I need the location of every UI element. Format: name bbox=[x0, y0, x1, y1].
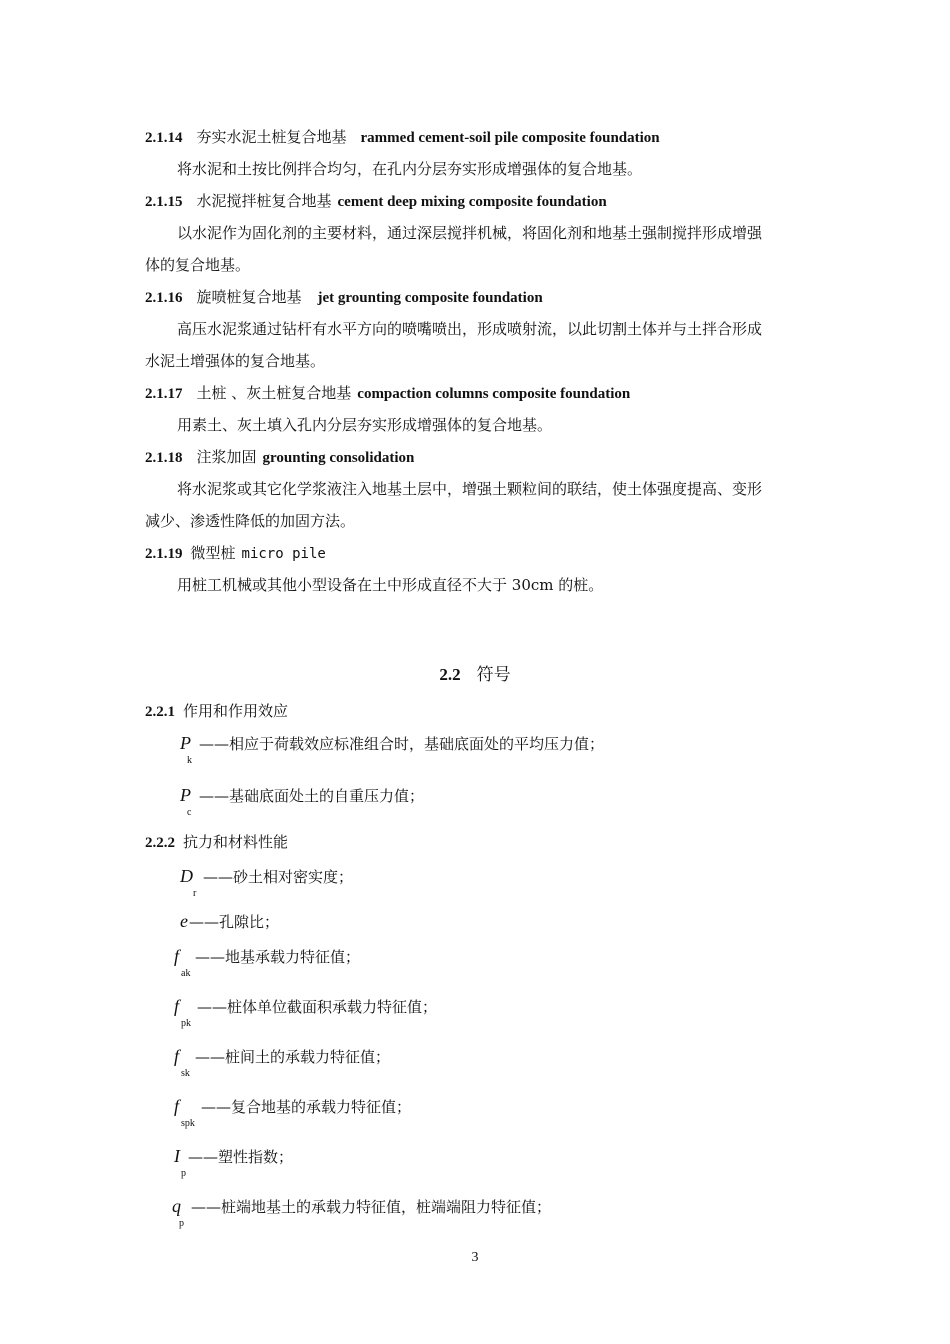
symbol-subscript: r bbox=[193, 888, 197, 899]
symbol-definition: ——复合地基的承载力特征值； bbox=[201, 1098, 412, 1116]
term-description-cont: 减少、渗透性降低的加固方法。 bbox=[145, 512, 356, 530]
term-heading-2-1-17 bbox=[145, 383, 630, 404]
symbol-definition: ——桩端地基土的承载力特征值，桩端端阻力特征值； bbox=[191, 1198, 552, 1216]
symbol-definition: ——地基承载力特征值； bbox=[195, 948, 361, 966]
symbol-definition: ——桩体单位截面积承载力特征值； bbox=[197, 998, 438, 1016]
symbol-variable: f bbox=[174, 996, 180, 1016]
term-description: 用素土、灰土填入孔内分层夯实形成增强体的复合地基。 bbox=[177, 416, 553, 434]
group-title: 抗力和材料性能 bbox=[183, 833, 289, 851]
term-english: micro pile bbox=[241, 546, 326, 562]
symbol-definition: ——桩间土的承载力特征值； bbox=[195, 1048, 391, 1066]
term-description: 高压水泥浆通过钻杆有水平方向的喷嘴喷出，形成喷射流，以此切割土体并与土拌合形成 bbox=[177, 320, 763, 338]
term-english: compaction columns composite foundation bbox=[357, 386, 631, 402]
term-heading-2-1-16 bbox=[145, 287, 543, 308]
symbol-entry bbox=[180, 785, 425, 818]
term-chinese: 微型桩 bbox=[190, 544, 236, 562]
term-chinese: 旋喷桩复合地基 bbox=[196, 288, 302, 306]
symbol-subscript: k bbox=[187, 755, 192, 766]
symbol-variable: P bbox=[180, 785, 191, 805]
symbol-entry bbox=[174, 1096, 412, 1129]
term-heading-2-1-19 bbox=[145, 543, 326, 564]
term-heading-2-1-18 bbox=[145, 447, 414, 468]
term-chinese: 土桩 、灰土桩复合地基 bbox=[196, 384, 352, 402]
symbol-entry bbox=[174, 1046, 391, 1079]
symbol-variable: e bbox=[180, 911, 188, 931]
symbol-subscript: spk bbox=[181, 1118, 195, 1129]
group-number: 2.2.1 bbox=[145, 704, 175, 720]
symbol-group-heading bbox=[145, 832, 288, 853]
symbol-entry bbox=[180, 733, 605, 766]
term-english: cement deep mixing composite foundation bbox=[337, 194, 607, 210]
term-description: 将水泥和土按比例拌合均匀，在孔内分层夯实形成增强体的复合地基。 bbox=[177, 160, 643, 178]
symbol-subscript: p bbox=[181, 1168, 186, 1179]
term-number: 2.1.16 bbox=[145, 290, 183, 306]
term-number: 2.1.14 bbox=[145, 130, 183, 146]
term-heading-2-1-15 bbox=[145, 191, 607, 212]
symbol-entry bbox=[174, 946, 361, 979]
symbol-entry bbox=[174, 1146, 294, 1179]
symbol-entry bbox=[180, 911, 279, 932]
term-number: 2.1.17 bbox=[145, 386, 183, 402]
symbol-definition: ——基础底面处土的自重压力值； bbox=[199, 787, 425, 805]
symbol-variable: I bbox=[174, 1146, 180, 1166]
section-title: 符号 bbox=[476, 665, 511, 685]
term-chinese: 注浆加固 bbox=[196, 448, 257, 466]
term-description: 以水泥作为固化剂的主要材料，通过深层搅拌机械，将固化剂和地基土强制搅拌形成增强 bbox=[177, 224, 763, 242]
symbol-variable: P bbox=[180, 733, 191, 753]
symbol-variable: D bbox=[180, 866, 193, 886]
symbol-entry bbox=[172, 1196, 552, 1229]
term-number: 2.1.19 bbox=[145, 546, 183, 562]
term-description: 用桩工机械或其他小型设备在土中形成直径不大于 30cm 的桩。 bbox=[177, 576, 604, 594]
symbol-subscript: ak bbox=[181, 968, 191, 979]
symbol-definition: ——砂土相对密实度； bbox=[203, 868, 354, 886]
symbol-variable: q bbox=[172, 1196, 181, 1216]
symbol-variable: f bbox=[174, 1046, 180, 1066]
symbol-variable: f bbox=[174, 1096, 180, 1116]
page-number: 3 bbox=[471, 1250, 479, 1265]
section-heading bbox=[0, 665, 950, 685]
group-number: 2.2.2 bbox=[145, 835, 175, 851]
term-english: grounting consolidation bbox=[262, 450, 415, 466]
term-chinese: 夯实水泥土桩复合地基 bbox=[196, 128, 347, 146]
section-number: 2.2 bbox=[439, 665, 461, 684]
term-chinese: 水泥搅拌桩复合地基 bbox=[196, 192, 332, 210]
symbol-subscript: c bbox=[187, 807, 192, 818]
symbol-entry bbox=[180, 866, 354, 899]
term-description-cont: 体的复合地基。 bbox=[145, 256, 251, 274]
term-english: jet grounting composite foundation bbox=[317, 290, 543, 306]
symbol-definition: ——相应于荷载效应标准组合时，基础底面处的平均压力值； bbox=[199, 735, 605, 753]
term-english: rammed cement-soil pile composite foundation bbox=[360, 130, 660, 146]
symbol-group-heading bbox=[145, 701, 288, 722]
symbol-definition: ——塑性指数； bbox=[188, 1148, 294, 1166]
term-description: 将水泥浆或其它化学浆液注入地基土层中，增强土颗粒间的联结，使土体强度提高、变形 bbox=[177, 480, 763, 498]
term-number: 2.1.18 bbox=[145, 450, 183, 466]
term-number: 2.1.15 bbox=[145, 194, 183, 210]
term-heading-2-1-14 bbox=[145, 127, 660, 148]
symbol-definition: ——孔隙比； bbox=[189, 913, 280, 931]
symbol-subscript: pk bbox=[181, 1018, 191, 1029]
term-description-cont: 水泥土增强体的复合地基。 bbox=[145, 352, 326, 370]
symbol-variable: f bbox=[174, 946, 180, 966]
symbol-entry bbox=[174, 996, 438, 1029]
symbol-subscript: p bbox=[179, 1218, 184, 1229]
symbol-subscript: sk bbox=[181, 1068, 190, 1079]
group-title: 作用和作用效应 bbox=[183, 702, 289, 720]
